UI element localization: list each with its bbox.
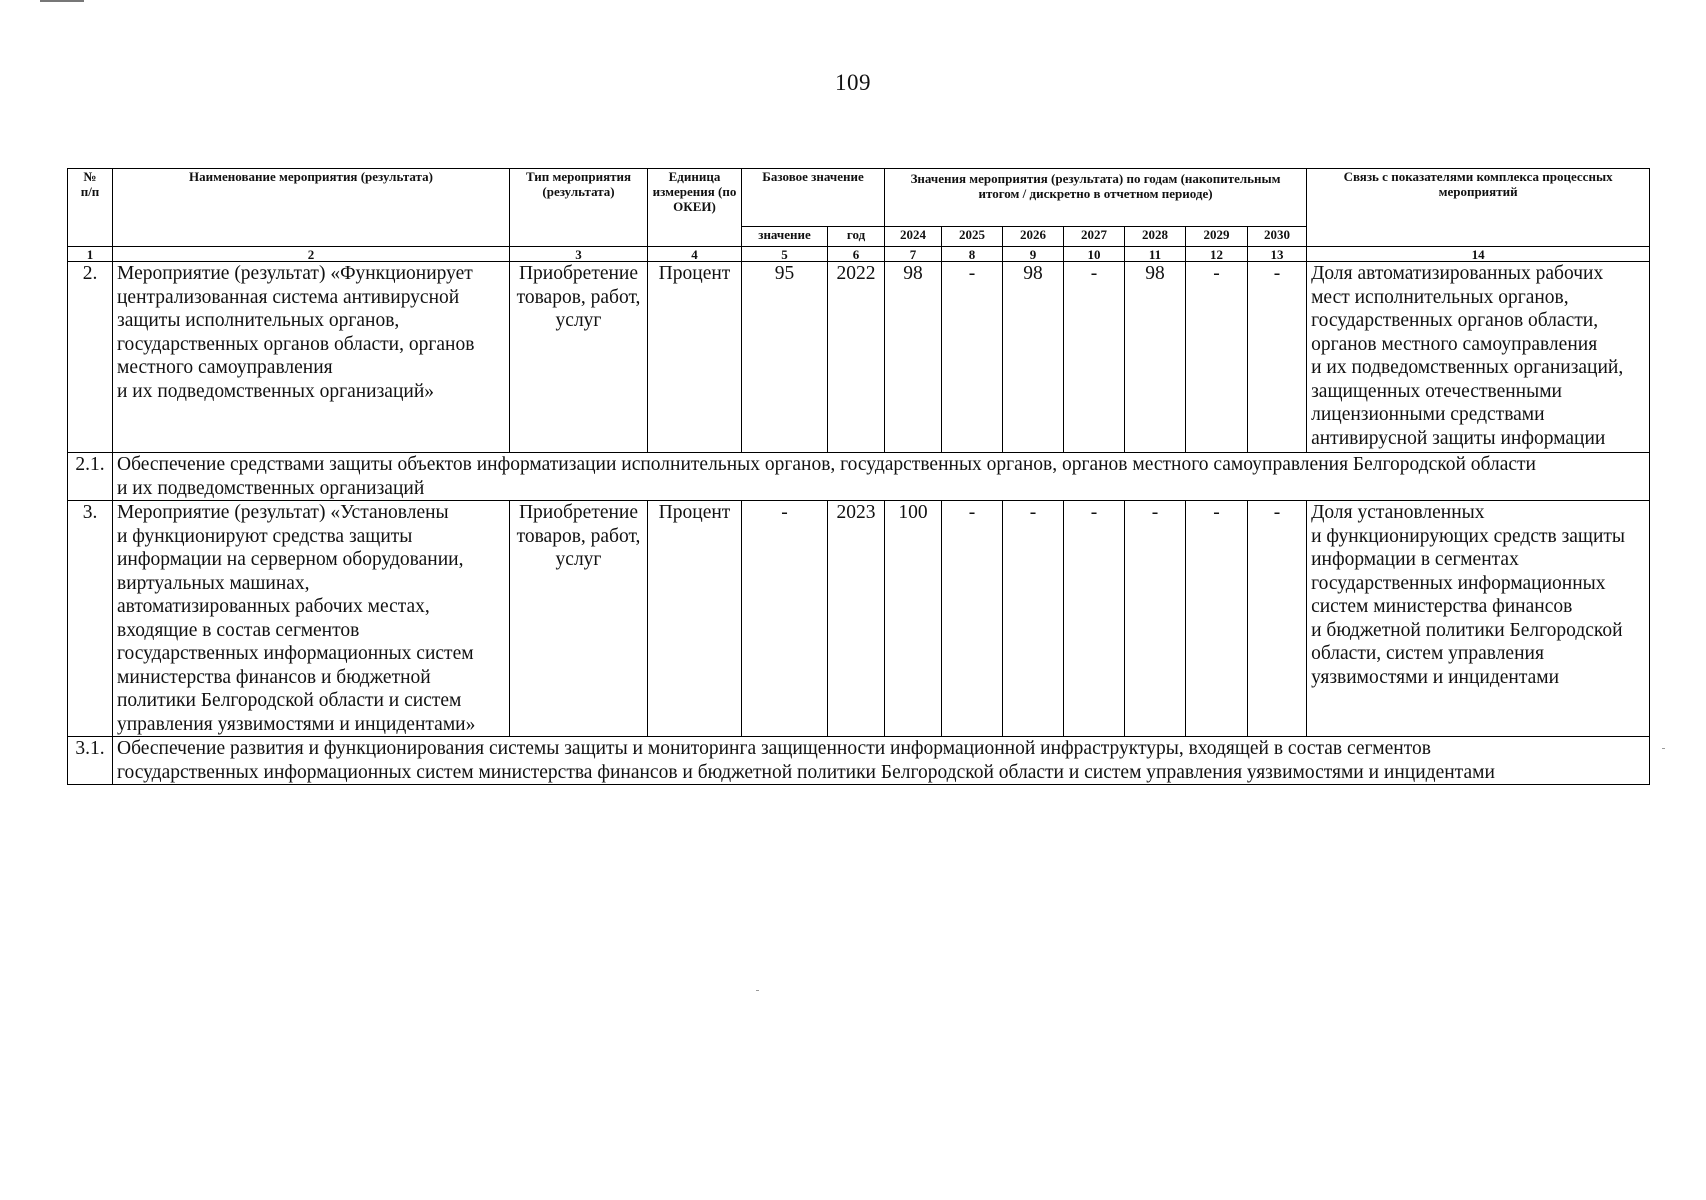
year-value: - bbox=[1064, 501, 1125, 737]
header-year: 2026 bbox=[1003, 227, 1064, 247]
column-number: 4 bbox=[648, 247, 742, 262]
linked-indicator: Доля установленных и функционирующих средств защиты информации в сегментах государственных информационных систем министерства финансов и бюджетной политики Белгородской области, систем управления уязвимостями и инцидентами bbox=[1307, 501, 1650, 737]
header-year: 2027 bbox=[1064, 227, 1125, 247]
header-year: 2030 bbox=[1248, 227, 1307, 247]
year-value: - bbox=[942, 262, 1003, 453]
subrow-text: Обеспечение средствами защиты объектов информатизации исполнительных органов, государственных органов, органов местного самоуправления Белгородской области и их подведомственных организаций bbox=[113, 453, 1650, 501]
column-number: 5 bbox=[742, 247, 828, 262]
year-value: - bbox=[1064, 262, 1125, 453]
column-number: 10 bbox=[1064, 247, 1125, 262]
header-years-group: Значения мероприятия (результата) по годам (накопительным итогом / дискретно в отчетном периоде) bbox=[885, 169, 1307, 227]
column-numbers-row bbox=[68, 247, 1650, 262]
column-number: 6 bbox=[828, 247, 885, 262]
column-number: 7 bbox=[885, 247, 942, 262]
measure-type: Приобретение товаров, работ, услуг bbox=[510, 262, 648, 453]
table-row bbox=[68, 262, 1650, 453]
header-row bbox=[68, 169, 1650, 227]
column-number: 3 bbox=[510, 247, 648, 262]
linked-indicator: Доля автоматизированных рабочих мест исполнительных органов, государственных органов области, органов местного самоуправления и их подведомственных организаций, защищенных отечественными лицензионными средствами антивирусной защиты информации bbox=[1307, 262, 1650, 453]
column-number: 9 bbox=[1003, 247, 1064, 262]
table-subrow bbox=[68, 453, 1650, 501]
year-value: 98 bbox=[1125, 262, 1186, 453]
year-value: - bbox=[1248, 501, 1307, 737]
header-base-year: год bbox=[828, 227, 885, 247]
year-value: - bbox=[1003, 501, 1064, 737]
header-type: Тип мероприятия (результата) bbox=[510, 169, 648, 247]
measures-table bbox=[67, 168, 1650, 785]
year-value: 98 bbox=[1003, 262, 1064, 453]
column-number: 2 bbox=[113, 247, 510, 262]
subrow-text: Обеспечение развития и функционирования системы защиты и мониторинга защищенности информационной инфраструктуры, входящей в состав сегментов государственных информационных систем министерства финансов и бюджетной политики Белгородской области и систем управления уязвимостями и инцидентами bbox=[113, 737, 1650, 785]
column-number: 8 bbox=[942, 247, 1003, 262]
header-unit: Единица измерения (по ОКЕИ) bbox=[648, 169, 742, 247]
year-value: - bbox=[1186, 262, 1248, 453]
base-value: - bbox=[742, 501, 828, 737]
year-value: - bbox=[942, 501, 1003, 737]
column-number: 13 bbox=[1248, 247, 1307, 262]
subrow-number: 3.1. bbox=[68, 737, 113, 785]
column-number: 11 bbox=[1125, 247, 1186, 262]
header-year: 2029 bbox=[1186, 227, 1248, 247]
year-value: - bbox=[1125, 501, 1186, 737]
table-row bbox=[68, 501, 1650, 737]
subrow-number: 2.1. bbox=[68, 453, 113, 501]
header-year: 2024 bbox=[885, 227, 942, 247]
row-number: 3. bbox=[68, 501, 113, 737]
header-year: 2028 bbox=[1125, 227, 1186, 247]
measure-unit: Процент bbox=[648, 501, 742, 737]
year-value: 98 bbox=[885, 262, 942, 453]
column-number: 1 bbox=[68, 247, 113, 262]
year-value: - bbox=[1248, 262, 1307, 453]
page-number: 109 bbox=[835, 70, 871, 95]
column-number: 12 bbox=[1186, 247, 1248, 262]
measure-name: Мероприятие (результат) «Функционирует централизованная система антивирусной защиты исполнительных органов, государственных органов области, органов местного самоуправления и их подведомственных организаций» bbox=[113, 262, 510, 453]
measure-type: Приобретение товаров, работ, услуг bbox=[510, 501, 648, 737]
measure-unit: Процент bbox=[648, 262, 742, 453]
table-subrow bbox=[68, 737, 1650, 785]
header-no: № п/п bbox=[68, 169, 113, 247]
header-base-value: значение bbox=[742, 227, 828, 247]
measure-name: Мероприятие (результат) «Установлены и функционируют средства защиты информации на серверном оборудовании, виртуальных машинах, автоматизированных рабочих местах, входящие в состав сегментов государственных информационных систем министерства финансов и бюджетной политики Белгородской области и систем управления уязвимостями и инцидентами» bbox=[113, 501, 510, 737]
header-year: 2025 bbox=[942, 227, 1003, 247]
year-value: - bbox=[1186, 501, 1248, 737]
top-rule bbox=[40, 0, 84, 2]
scan-speck bbox=[1662, 748, 1665, 749]
base-value: 95 bbox=[742, 262, 828, 453]
base-year: 2023 bbox=[828, 501, 885, 737]
scan-speck bbox=[756, 990, 759, 991]
base-year: 2022 bbox=[828, 262, 885, 453]
year-value: 100 bbox=[885, 501, 942, 737]
column-number: 14 bbox=[1307, 247, 1650, 262]
header-name: Наименование мероприятия (результата) bbox=[113, 169, 510, 247]
header-link: Связь с показателями комплекса процессных мероприятий bbox=[1307, 169, 1650, 247]
row-number: 2. bbox=[68, 262, 113, 453]
header-base: Базовое значение bbox=[742, 169, 885, 227]
